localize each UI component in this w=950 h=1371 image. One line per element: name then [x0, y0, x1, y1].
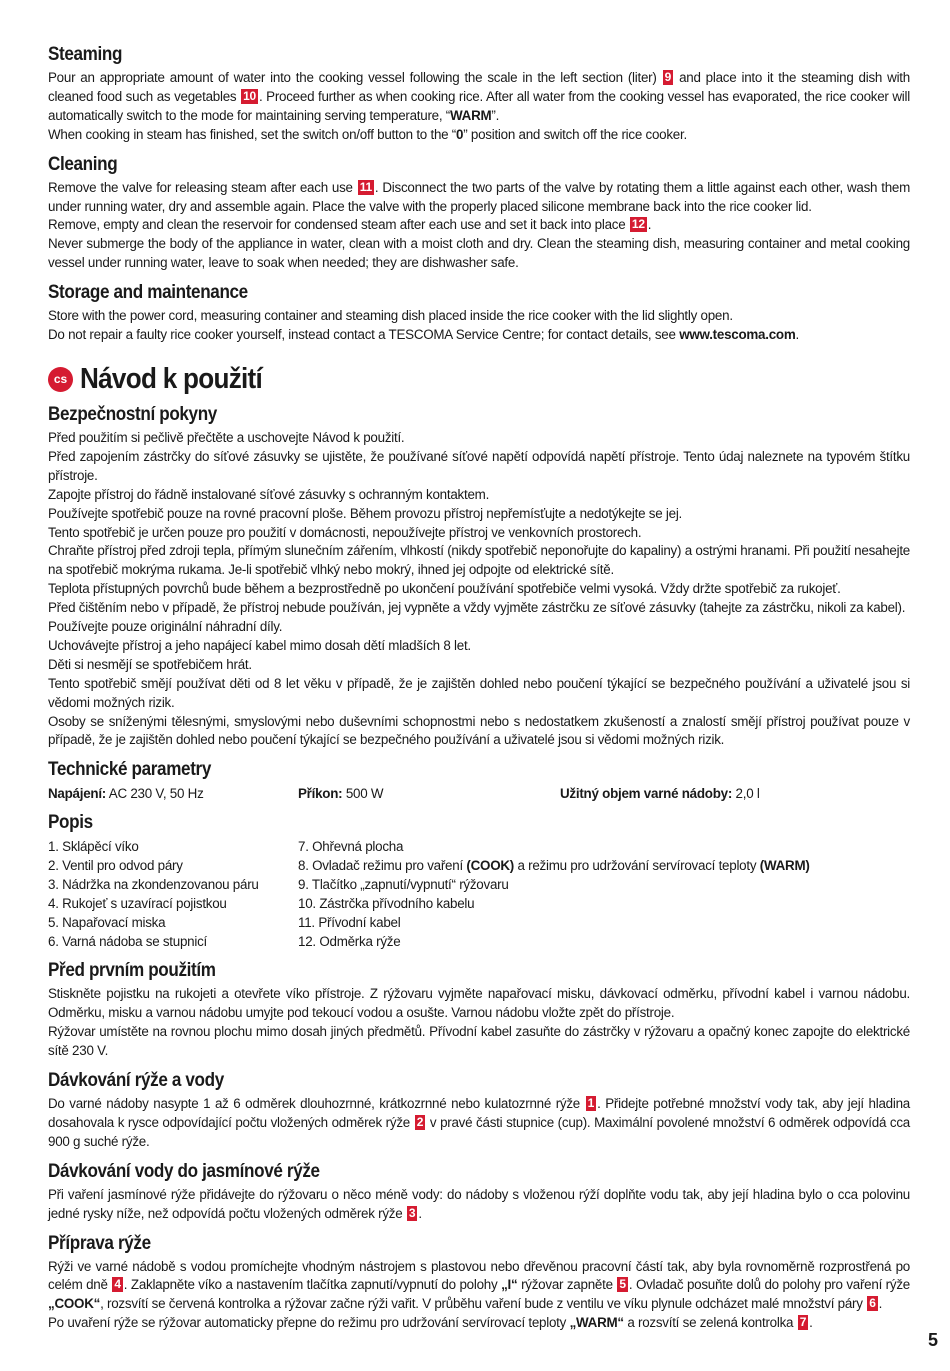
text-span: v pravé části stupnice (cup). Maximální povolené množství 6 odměrek odpovídá cca 900 g suché rýže. [48, 1114, 910, 1149]
text-span: , rozsvítí se červená kontrolka a rýžovar začne rýži vařit. V průběhu vaření bude z ventilu ve víku plynule odcházet malé množství páry [100, 1296, 863, 1312]
param-label: Užitný objem varné nádoby: [560, 786, 733, 802]
text-span: Do varné nádoby nasypte 1 až 6 odměrek dlouhozrnné, krátkozrnné nebo kulatozrnné rýže [48, 1096, 580, 1111]
safety-line: Před čištěním nebo v případě, že přístroj nebude používán, jej vypněte a vždy vyjměte zástrčku ze síťové zásuvky (tahejte za zástrčku, nikoli za kabel). [48, 600, 906, 616]
param-value: 500 W [342, 786, 384, 802]
text-span: . Zaklapněte víko a nastavením tlačítka zapnutí/vypnutí do polohy [123, 1277, 502, 1293]
safety-line: Tento spotřebič je určen pouze pro použití v domácnosti, nepoužívejte přístroj ve venkovních prostorech. [48, 524, 642, 540]
safety-line: Tento spotřebič smějí používat děti od 8 let věku v případě, že je zajištěn dohled nebo poučení týkající se bezpečného používání a uživatelé jsou si vědomi možných rizik. [48, 675, 910, 710]
figure-badge-4: 4 [114, 1277, 121, 1292]
section-title-description: Popis [48, 812, 93, 834]
part-item: 7. Ohřevná plocha [298, 839, 404, 855]
cook-label: (COOK) [466, 858, 514, 874]
warm-label: „WARM“ [569, 1315, 624, 1331]
text-span: a režimu pro udržování servírovací teploty [514, 858, 760, 874]
text-span: . Disconnect the two parts of the valve by rotating them a little against each other, wash them under running water, dry and assemble again. Place the valve with the properly placed silicone membrane back into the rice cooker lid. [48, 179, 910, 214]
language-cs-icon: cs [48, 367, 73, 392]
safety-line: Uchovávejte přístroj a jeho napájecí kabel mimo dosah dětí mladších 8 let. [48, 637, 471, 653]
text-span: Při vaření jasmínové rýže přidávejte do rýžovaru o něco méně vody: do nádoby s vloženou rýží doplňte vodu tak, aby její hladina bylo o cca polovinu jedné rysky níže, než odpovídá počtu vložených odměrek rýže [48, 1186, 910, 1221]
part-item: 11. Přívodní kabel [298, 915, 401, 931]
section-title-cleaning: Cleaning [48, 153, 118, 175]
cleaning-paragraph-1 [48, 179, 910, 217]
manual-page [48, 44, 910, 1333]
safety-line: Před použitím si pečlivě přečtěte a uschovejte Návod k použití. [48, 429, 405, 445]
section-title-preparation: Příprava rýže [48, 1232, 151, 1254]
safety-line: Chraňte přístroj před zdroji tepla, přímým slunečním zářením, vlhkostí (nikdy spotřebič neponořujte do kapaliny) a ostrými hranami. Při použití nesahejte na spotřebič mokrýma rukama. Je-li spotřebič vlhký nebo mokrý, ihned jej odpojte od elektrické sítě. [48, 543, 910, 578]
param-power [48, 784, 298, 803]
figure-badge-9: 9 [664, 70, 672, 84]
param-value: 2,0 l [732, 786, 760, 802]
safety-line: Osoby se sníženými tělesnými, smyslovými nebo duševními schopnostmi nebo s nedostatkem zkušeností a znalostí smějí přístroj používat pouze v případě, že je zajištěn dohled nebo poučení týkající se bezpečného používání a uživatelé jsou si vědomi možných rizik. [48, 713, 910, 748]
text-span: When cooking in steam has finished, set the switch on/off button to the “ [48, 126, 457, 142]
preparation-paragraph-1 [48, 1258, 910, 1315]
text-span: . Přidejte potřebné množství vody tak, aby její hladina dosahovala k rysce odpovídající počtu vložených odměrek rýže [48, 1096, 910, 1130]
text-span: and place into it the steaming dish with cleaned food such as vegetables [48, 70, 910, 104]
text-span: rýžovar zapněte [517, 1277, 613, 1293]
safety-line: Teplota přístupných povrchů bude během a bezprostředně po ukončení používání spotřebiče velmi vysoká. Vždy držte spotřebič za rukojeť. [48, 581, 841, 597]
safety-line: Děti si nesmějí se spotřebičem hrát. [48, 656, 252, 672]
safety-line: Zapojte přístroj do řádně instalované síťové zásuvky s ochranným kontaktem. [48, 486, 490, 502]
section-title-dosing: Dávkování rýže a vody [48, 1070, 224, 1091]
text-span: . Ovladač posuňte dolů do polohy pro vaření rýže [628, 1277, 910, 1293]
cleaning-paragraph-3: Never submerge the body of the appliance in water, clean with a moist cloth and dry. Clean the steaming dish, measuring container and metal cooking vessel under running water, leave to soak when needed; they are dishwasher safe. [48, 236, 910, 271]
part-item: 1. Sklápěcí víko [48, 839, 139, 855]
position-i-label: „I“ [501, 1277, 518, 1293]
part-item: 5. Napařovací miska [48, 915, 166, 931]
storage-paragraph-2 [48, 326, 910, 345]
czech-title: Návod k použití [80, 362, 263, 395]
figure-badge-5: 5 [619, 1277, 626, 1292]
text-span: Rýži ve varné nádobě s vodou promíchejte vhodným nástrojem s plastovou nebo dřevěnou pracovní částí tak, aby byla rovnoměrně rozprostřená po celém dně [48, 1258, 910, 1293]
figure-badge-2: 2 [416, 1114, 424, 1129]
param-label: Příkon: [298, 786, 343, 802]
text-span: . [418, 1205, 422, 1221]
safety-line: Používejte spotřebič pouze na rovné pracovní ploše. Během provozu přístroj nepřemísťujte a nedotýkejte se jej. [48, 505, 683, 521]
dosing-paragraph [48, 1095, 910, 1152]
warm-label: (WARM) [759, 858, 810, 874]
param-label: Napájení: [48, 786, 107, 802]
section-title-steaming: Steaming [48, 44, 123, 65]
safety-line: Používejte pouze originální náhradní díly. [48, 619, 283, 635]
text-span: Remove the valve for releasing steam after each use [48, 179, 353, 195]
text-span: . [878, 1296, 883, 1312]
figure-badge-6: 6 [869, 1296, 876, 1311]
part-item: 9. Tlačítko „zapnutí/vypnutí“ rýžovaru [298, 877, 509, 893]
param-volume [560, 784, 760, 803]
text-span: Po uvaření rýže se rýžovar automaticky přepne do režimu pro udržování servírovací teploty [48, 1315, 570, 1331]
parts-right-column [298, 837, 910, 951]
part-item: 3. Nádržka na zkondenzovanou páru [48, 877, 259, 893]
figure-badge-7: 7 [799, 1315, 807, 1330]
part-item: 10. Zástrčka přívodního kabelu [298, 896, 475, 912]
figure-badge-10: 10 [243, 88, 256, 103]
tech-params [48, 784, 910, 803]
part-item: 2. Ventil pro odvod páry [48, 858, 183, 874]
storage-paragraph-1: Store with the power cord, measuring container and steaming dish placed inside the rice cooker with the lid slightly open. [48, 308, 733, 324]
figure-badge-12: 12 [631, 217, 645, 232]
text-span: Remove, empty and clean the reservoir for condensed steam after each use and set it back into place [48, 217, 626, 233]
text-span: Do not repair a faulty rice cooker yourself, instead contact a TESCOMA Service Centre; for contact details, see [48, 327, 676, 343]
figure-badge-11: 11 [359, 179, 372, 194]
text-span: ” position and switch off the rice cooker. [463, 126, 687, 142]
website-link[interactable]: www.tescoma.com [679, 327, 796, 343]
text-span: . [795, 327, 799, 343]
jasmine-paragraph [48, 1186, 910, 1224]
text-span: ”. [491, 107, 500, 123]
part-item: 4. Rukojeť s uzavírací pojistkou [48, 896, 227, 912]
first-use-paragraph-2: Rýžovar umístěte na rovnou plochu mimo dosah jiných předmětů. Přívodní kabel zasuňte do zástrčky v rýžovaru a opačný konec zapojte do elektrické sítě 230 V. [48, 1024, 910, 1059]
section-title-jasmine: Dávkování vody do jasmínové rýže [48, 1160, 320, 1182]
steaming-paragraph [48, 69, 910, 126]
parts-list [48, 837, 910, 951]
figure-badge-3: 3 [408, 1205, 416, 1220]
parts-left-column [48, 837, 298, 951]
zero-label: 0 [456, 126, 464, 142]
part-item: 6. Varná nádoba se stupnicí [48, 934, 208, 950]
part-item: 12. Odměrka rýže [298, 934, 401, 950]
warm-label: WARM [450, 107, 492, 123]
text-span: . Proceed further as when cooking rice. After all water from the cooking vessel has evaporated, the rice cooker will automatically switch to the mode for maintaining serving temperature, “ [48, 88, 910, 123]
text-span: Pour an appropriate amount of water into the cooking vessel following the scale in the left section (liter) [48, 70, 657, 85]
steaming-paragraph-2 [48, 126, 910, 145]
text-span: . [809, 1315, 813, 1331]
safety-line: Před zapojením zástrčky do síťové zásuvky se ujistěte, že používané síťové napětí odpovídá napětí přístroje. Tento údaj naleznete na typovém štítku přístroje. [48, 448, 910, 483]
param-value: AC 230 V, 50 Hz [106, 786, 204, 802]
part-item [298, 856, 910, 875]
cook-label: „COOK“ [48, 1296, 101, 1312]
first-use-paragraph-1: Stiskněte pojistku na rukojeti a otevřete víko přístroje. Z rýžovaru vyjměte napařovací misku, dávkovací odměrku, přívodní kabel i varnou nádobu. Odměrku, misku a varnou nádobu umyjte pod tekoucí vodou a osušte. Varnou nádobu vložte zpět do přístroje. [48, 986, 910, 1021]
preparation-paragraph-2 [48, 1314, 910, 1333]
param-input [298, 784, 560, 803]
section-title-first-use: Před prvním použitím [48, 960, 216, 982]
section-title-safety: Bezpečnostní pokyny [48, 403, 217, 425]
cleaning-paragraph-2 [48, 216, 910, 235]
section-title-storage: Storage and maintenance [48, 282, 248, 304]
text-span: . [647, 217, 652, 233]
safety-list [48, 429, 910, 750]
text-span: 8. Ovladač režimu pro vaření [298, 858, 467, 874]
section-title-tech: Technické parametry [48, 759, 211, 781]
figure-badge-1: 1 [587, 1096, 595, 1110]
czech-heading [48, 363, 910, 396]
page-number: 5 [927, 1330, 938, 1350]
text-span: a rozsvítí se zelená kontrolka [623, 1315, 794, 1331]
